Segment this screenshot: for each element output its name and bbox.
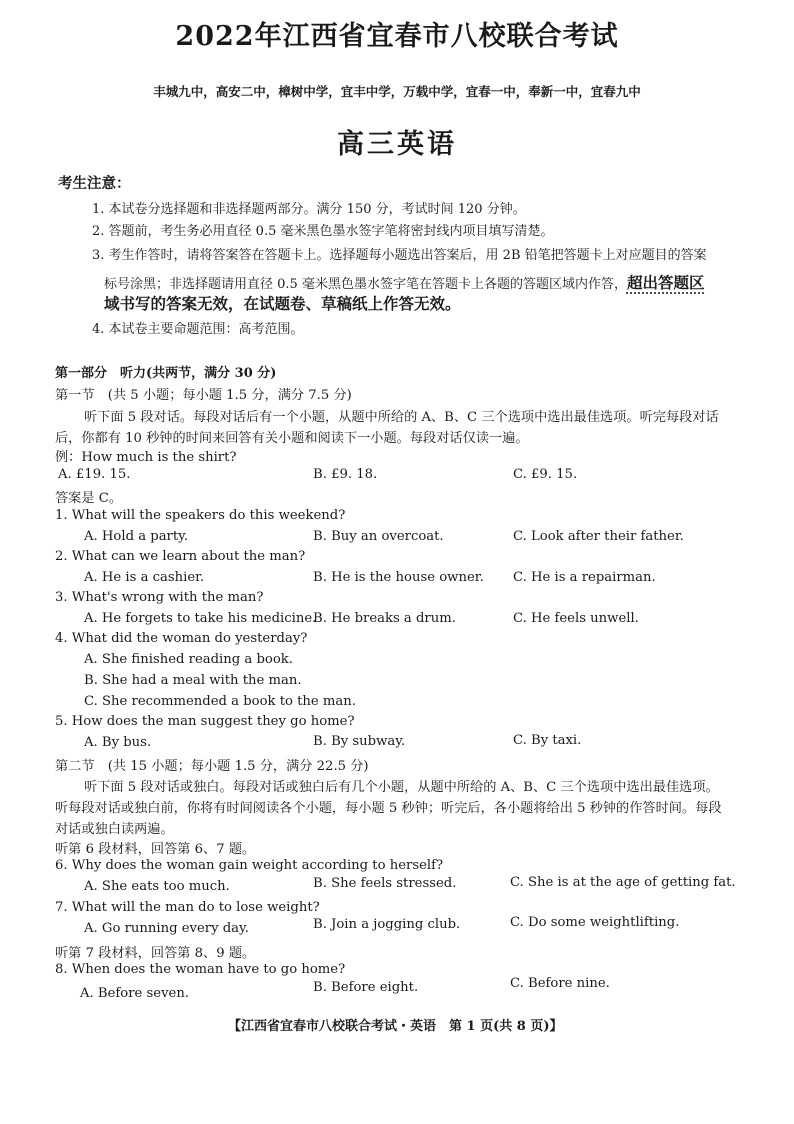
- question-5-option-c: C. By taxi.: [513, 733, 582, 748]
- question-7: 7. What will the man do to lose weight?: [55, 900, 320, 915]
- section1-instruction-line-1: 听下面 5 段对话。每段对话后有一个小题，从题中所给的 A、B、C 三个选项中选出最佳选项。听完每段对话: [84, 410, 719, 425]
- question-3: 3. What's wrong with the man?: [55, 590, 264, 605]
- question-2-option-b: B. He is the house owner.: [313, 570, 484, 585]
- question-2: 2. What can we learn about the man?: [55, 549, 306, 564]
- example-answer: 答案是 C。: [55, 491, 123, 506]
- example-option-a: A. £19. 15.: [58, 467, 131, 482]
- question-7-option-a: A. Go running every day.: [84, 921, 249, 936]
- question-1-option-c: C. Look after their father.: [513, 529, 684, 544]
- school-list: 丰城九中，高安二中，樟树中学，宜丰中学，万载中学，宜春一中，奉新一中，宜春九中: [153, 84, 641, 99]
- question-3-option-b: B. He breaks a drum.: [313, 611, 456, 626]
- section1-instruction-line-2: 后，你都有 10 秒钟的时间来回答有关小题和阅读下一小题。每段对话仅读一遍。: [55, 431, 529, 446]
- material-7-note: 听第 7 段材料，回答第 8、9 题。: [55, 946, 256, 961]
- question-5: 5. How does the man suggest they go home?: [55, 714, 355, 729]
- page-footer: 【江西省宜春市八校联合考试・英语 第 1 页(共 8 页)】: [228, 1019, 563, 1034]
- part1-heading: 第一部分 听力(共两节，满分 30 分): [55, 366, 277, 381]
- question-8-option-a: A. Before seven.: [80, 986, 190, 1001]
- notice-item-3-line-2: [104, 271, 704, 293]
- question-3-option-c: C. He feels unwell.: [513, 611, 639, 626]
- notice-heading: 考生注意：: [58, 175, 131, 192]
- question-4-option-a: A. She finished reading a book.: [84, 652, 293, 667]
- question-2-option-a: A. He is a cashier.: [84, 570, 205, 585]
- section2-instruction-line-2: 听每段对话或独白前，你将有时间阅读各个小题，每小题 5 秒钟；听完后，各小题将给出 5 秒钟的作答时间。每段: [55, 801, 722, 816]
- question-1-option-b: B. Buy an overcoat.: [313, 529, 444, 544]
- question-3-option-a: A. He forgets to take his medicine.: [84, 611, 317, 626]
- question-7-option-c: C. Do some weightlifting.: [510, 915, 680, 930]
- subject-title: 高三英语: [337, 129, 457, 160]
- notice-emphasis-2: 域书写的答案无效，在试题卷、草稿纸上作答无效。: [104, 294, 461, 313]
- notice-item-4: 4. 本试卷主要命题范围：高考范围。: [92, 322, 304, 337]
- question-2-option-c: C. He is a repairman.: [513, 570, 656, 585]
- notice-item-2: 2. 答题前，考生务必用直径 0.5 毫米黑色墨水签字笔将密封线内项目填写清楚。: [92, 224, 554, 239]
- question-5-option-b: B. By subway.: [313, 734, 406, 749]
- section2-instruction-line-3: 对话或独白读两遍。: [55, 822, 174, 837]
- question-6: 6. Why does the woman gain weight according to herself?: [55, 858, 444, 873]
- question-7-option-b: B. Join a jogging club.: [313, 917, 461, 932]
- question-6-option-c: C. She is at the age of getting fat.: [510, 875, 736, 890]
- question-8-option-c: C. Before nine.: [510, 976, 610, 991]
- section2-heading: 第二节 (共 15 小题；每小题 1.5 分，满分 22.5 分): [55, 759, 369, 774]
- example-question: 例：How much is the shirt?: [55, 450, 237, 465]
- example-option-b: B. £9. 18.: [313, 467, 378, 482]
- question-4-option-b: B. She had a meal with the man.: [84, 673, 302, 688]
- question-1: 1. What will the speakers do this weekend?: [55, 508, 346, 523]
- section1-heading: 第一节 (共 5 小题；每小题 1.5 分，满分 7.5 分): [55, 388, 352, 403]
- section2-instruction-line-1: 听下面 5 段对话或独白。每段对话或独白后有几个小题，从题中所给的 A、B、C 三个选项中选出最佳选项。: [84, 780, 719, 795]
- material-6-note: 听第 6 段材料，回答第 6、7 题。: [55, 842, 256, 857]
- question-8-option-b: B. Before eight.: [313, 980, 419, 995]
- question-4-option-c: C. She recommended a book to the man.: [84, 694, 356, 709]
- notice-item-3-line-1: 3. 考生作答时，请将答案答在答题卡上。选择题每小题选出答案后，用 2B 铅笔把答题卡上对应题目的答案: [92, 248, 707, 263]
- question-6-option-a: A. She eats too much.: [84, 879, 230, 894]
- notice-emphasis-1: 超出答题区: [626, 273, 705, 292]
- exam-title: 2022年江西省宜春市八校联合考试: [175, 21, 619, 52]
- question-5-option-a: A. By bus.: [84, 735, 152, 750]
- question-8: 8. When does the woman have to go home?: [55, 962, 346, 977]
- question-1-option-a: A. Hold a party.: [84, 529, 189, 544]
- example-option-c: C. £9. 15.: [513, 467, 578, 482]
- question-4: 4. What did the woman do yesterday?: [55, 631, 308, 646]
- notice-item-1: 1. 本试卷分选择题和非选择题两部分。满分 150 分，考试时间 120 分钟。: [92, 202, 526, 217]
- notice-item-3-line-2-text: 标号涂黑；非选择题请用直径 0.5 毫米黑色墨水签字笔在答题卡上各题的答题区域内作答，: [104, 277, 627, 292]
- question-6-option-b: B. She feels stressed.: [313, 876, 457, 891]
